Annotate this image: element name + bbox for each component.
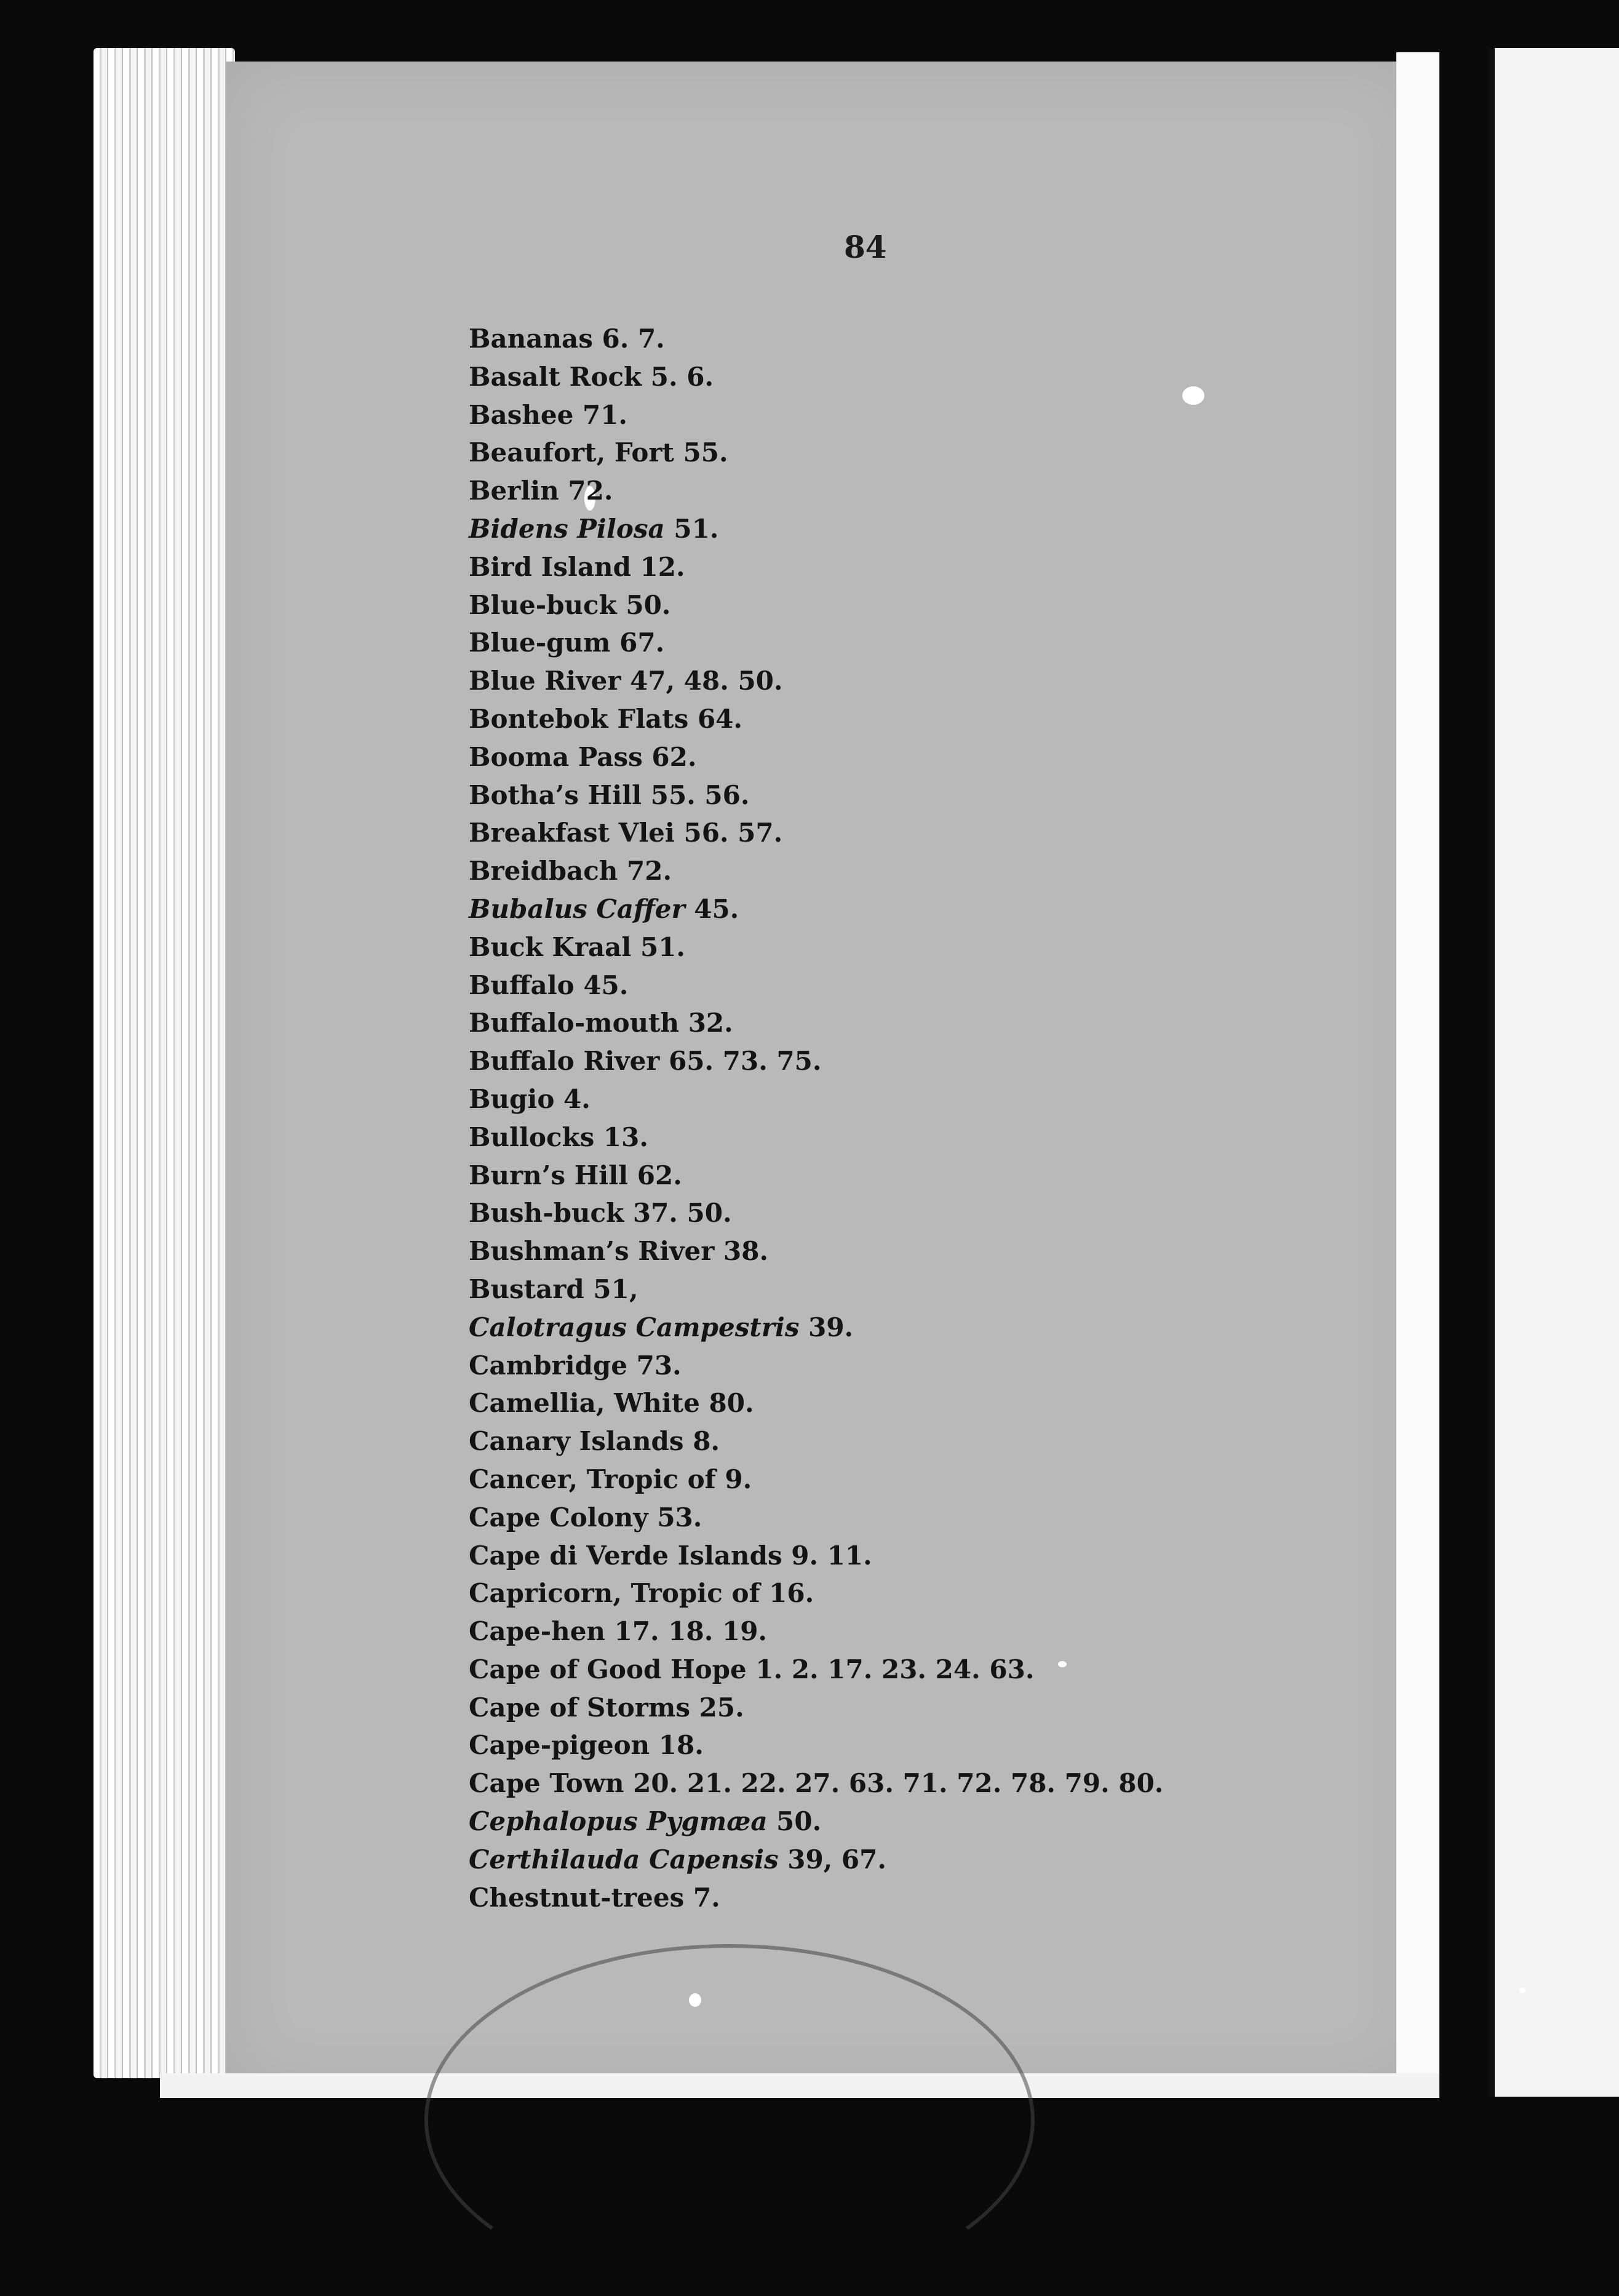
facing-page-edge (1489, 48, 1619, 2097)
index-page-refs: 5. 6. (650, 361, 714, 392)
index-term: Blue-buck (469, 589, 617, 620)
index-page-refs: 13. (603, 1122, 648, 1152)
index-term: Bontebok Flats (469, 703, 689, 734)
index-page-refs: 1. 2. 17. 23. 24. 63. (755, 1654, 1035, 1684)
index-entry (469, 1841, 1163, 1879)
index-entry (469, 1574, 1163, 1612)
index-page-refs: 67. (619, 628, 665, 658)
index-term: Cancer, Tropic of (469, 1464, 716, 1494)
index-entry (469, 1384, 1163, 1422)
index-page-refs: 62. (637, 1160, 682, 1190)
index-entry (469, 967, 1163, 1005)
index-page-refs: 17. 18. 19. (614, 1616, 768, 1647)
index-entry (469, 358, 1163, 396)
index-term: Cape di Verde Islands (469, 1540, 782, 1571)
index-page-refs: 16. (769, 1578, 814, 1609)
index-entry (469, 1194, 1163, 1232)
index-page-refs: 9. (725, 1464, 752, 1494)
index-page-refs: 18. (658, 1730, 704, 1761)
dust-speck (1182, 386, 1204, 405)
index-page-refs: 45. (694, 893, 739, 924)
index-page-refs: 72. (627, 856, 672, 887)
index-page-refs: 9. 11. (791, 1540, 872, 1571)
index-term: Cape Colony (469, 1502, 648, 1533)
index-entry (469, 548, 1163, 586)
index-entry (469, 1422, 1163, 1461)
dust-speck (689, 1993, 701, 2007)
index-page-refs: 39. (808, 1312, 854, 1342)
index-page-refs: 56. 57. (683, 818, 783, 848)
index-entry (469, 1726, 1163, 1764)
index-term: Calotragus Campestris (469, 1312, 800, 1342)
index-entry (469, 1461, 1163, 1499)
index-term: Buffalo-mouth (469, 1008, 680, 1038)
index-page-refs: 50. (626, 589, 671, 620)
index-term: Cape Town (469, 1768, 624, 1799)
index-term: Bashee (469, 399, 574, 430)
index-entry (469, 776, 1163, 815)
index-term: Blue River (469, 666, 621, 696)
index-entry (469, 1157, 1163, 1195)
index-term: Cape of Storms (469, 1692, 691, 1723)
index-page-refs: 6. 7. (602, 324, 665, 354)
index-page-refs: 4. (563, 1083, 591, 1114)
index-entry (469, 434, 1163, 472)
index-term: Cephalopus Pygmæa (469, 1806, 768, 1837)
index-term: Bushman’s River (469, 1236, 715, 1267)
index-page-refs: 38. (723, 1236, 769, 1267)
index-page-refs: 47, 48. 50. (630, 666, 783, 696)
index-term: Cambridge (469, 1350, 627, 1381)
index-term: Botha’s Hill (469, 779, 642, 810)
index-term: Bullocks (469, 1122, 595, 1152)
index-page-refs: 73. (636, 1350, 682, 1381)
index-entry (469, 472, 1163, 510)
index-page-refs: 55. (683, 437, 728, 468)
index-term: Breidbach (469, 856, 618, 887)
index-entry (469, 852, 1163, 890)
index-page-refs: 7. (693, 1882, 720, 1913)
index-term: Beaufort, Fort (469, 437, 674, 468)
index-entry (469, 1879, 1163, 1917)
index-page-refs: 51, (593, 1274, 638, 1304)
index-entry (469, 890, 1163, 928)
index-term: Bush-buck (469, 1198, 624, 1229)
index-term: Cape of Good Hope (469, 1654, 747, 1684)
index-page-refs: 45. (583, 970, 629, 1000)
index-page-refs: 50. (776, 1806, 822, 1837)
index-page-refs: 53. (657, 1502, 702, 1533)
index-page-refs: 51. (640, 931, 686, 962)
index-entry (469, 1537, 1163, 1575)
dust-speck (1519, 1987, 1526, 1993)
index-term: Buck Kraal (469, 931, 632, 962)
index-term: Cape-hen (469, 1616, 605, 1647)
index-term: Camellia, White (469, 1388, 700, 1419)
index-page-refs: 20. 21. 22. 27. 63. 71. 72. 78. 79. 80. (633, 1768, 1164, 1799)
index-page-refs: 8. (693, 1426, 720, 1457)
index-entry (469, 1764, 1163, 1803)
index-entry (469, 738, 1163, 776)
index-list (469, 320, 1163, 1916)
index-term: Buffalo (469, 970, 575, 1000)
index-entry (469, 1080, 1163, 1118)
index-entry (469, 586, 1163, 624)
index-entry (469, 396, 1163, 434)
index-page-refs: 65. 73. 75. (669, 1046, 822, 1077)
index-term: Berlin (469, 476, 559, 506)
index-entry (469, 1612, 1163, 1651)
index-entry (469, 1499, 1163, 1537)
index-entry (469, 1232, 1163, 1270)
index-page-refs: 51. (674, 513, 719, 544)
index-term: Booma Pass (469, 741, 643, 772)
index-term: Bananas (469, 324, 593, 354)
index-page-refs: 62. (651, 741, 697, 772)
index-term: Blue-gum (469, 628, 611, 658)
index-page-refs: 64. (697, 703, 743, 734)
index-page-refs: 71. (582, 399, 628, 430)
index-term: Chestnut-trees (469, 1882, 685, 1913)
index-entry (469, 662, 1163, 700)
index-page-refs: 39, 67. (787, 1844, 886, 1875)
index-entry (469, 700, 1163, 738)
index-page-refs: 32. (688, 1008, 733, 1038)
index-term: Buffalo River (469, 1046, 660, 1077)
index-page-refs: 37. 50. (632, 1198, 732, 1229)
index-term: Burn’s Hill (469, 1160, 629, 1190)
index-term: Canary Islands (469, 1426, 684, 1457)
index-term: Bubalus Caffer (469, 893, 685, 924)
index-term: Capricorn, Tropic of (469, 1578, 760, 1609)
index-term: Cape-pigeon (469, 1730, 650, 1761)
index-entry (469, 1118, 1163, 1157)
index-page-refs: 55. 56. (650, 779, 750, 810)
index-entry (469, 1803, 1163, 1841)
index-entry (469, 320, 1163, 358)
index-entry (469, 1270, 1163, 1309)
stain-mark (424, 1944, 1035, 2296)
index-term: Bugio (469, 1083, 555, 1114)
index-entry (469, 814, 1163, 852)
index-term: Breakfast Vlei (469, 818, 675, 848)
index-entry (469, 928, 1163, 967)
index-term: Certhilauda Capensis (469, 1844, 779, 1875)
index-entry (469, 1651, 1163, 1689)
index-page-refs: 80. (709, 1388, 754, 1419)
index-entry (469, 1042, 1163, 1080)
index-entry (469, 1689, 1163, 1727)
index-term: Bird Island (469, 551, 631, 582)
index-page-refs: 25. (699, 1692, 744, 1723)
index-term: Basalt Rock (469, 361, 642, 392)
index-entry (469, 1309, 1163, 1347)
page-margin (1396, 52, 1439, 2095)
page-edges (93, 48, 235, 2078)
index-page-refs: 12. (640, 551, 685, 582)
index-entry (469, 510, 1163, 548)
index-entry (469, 624, 1163, 662)
index-term: Bidens Pilosa (469, 513, 665, 544)
index-page-refs: 72. (568, 476, 613, 506)
index-term: Bustard (469, 1274, 584, 1304)
page-number: 84 (844, 229, 887, 265)
index-entry (469, 1347, 1163, 1385)
index-entry (469, 1004, 1163, 1042)
